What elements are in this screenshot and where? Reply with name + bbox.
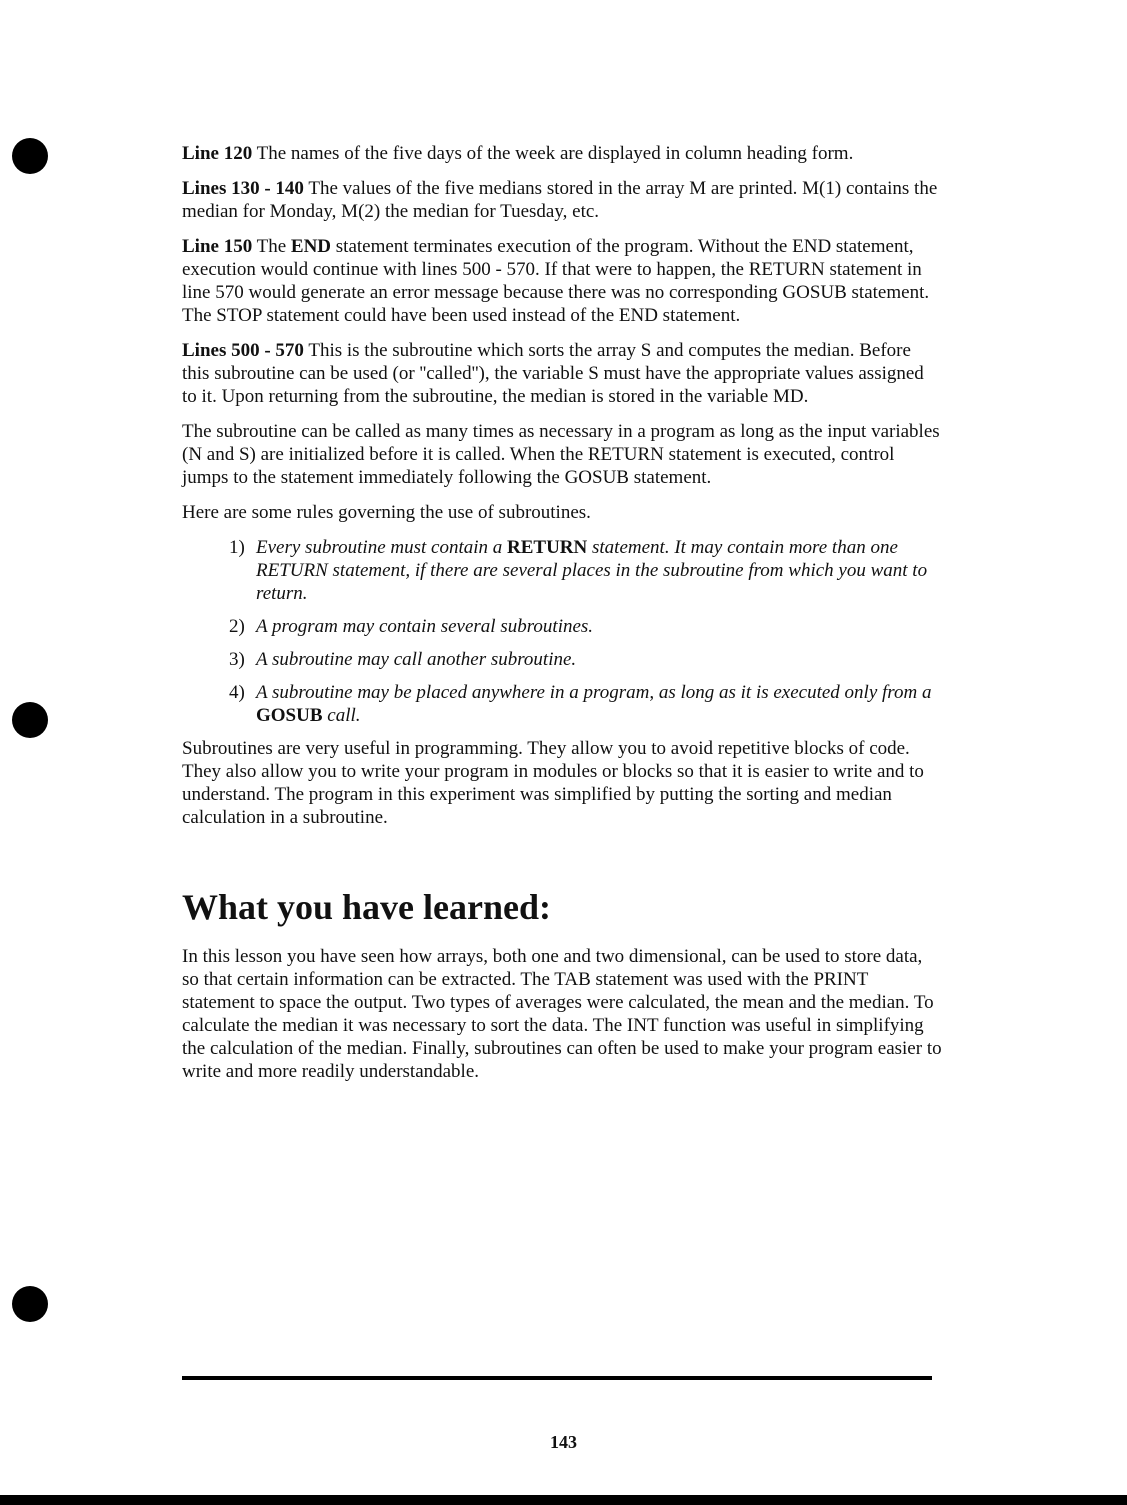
paragraph-text: statement terminates execution of the program. Without the END statement, execution would continue with lines 500 - 570. If that were to happen, the RETURN statement in line 570 would generate an error message because there was no corresponding GOSUB statement. The STOP statement could have been used instead of the END statement. [182,236,930,326]
line-ref: Lines 130 - 140 [182,178,304,199]
rule-item: 2) A program may contain several subroutines. [229,616,594,637]
line-ref: Lines 500 - 570 [182,340,304,361]
section-heading: What you have learned: [182,887,551,927]
scan-edge-bar [0,1495,1127,1505]
footer-rule [182,1376,932,1380]
rule-item: 3) A subroutine may call another subroutine. [229,649,577,670]
paragraph-rules-intro: Here are some rules governing the use of subroutines. [182,502,591,523]
paragraph-subroutine-usefulness: Subroutines are very useful in programming. They allow you to avoid repetitive blocks of code. They also allow you to write your program in modules or blocks so that it is easier to write and to understand. The program in this experiment was simplified by putting the sorting and median calculation in a subroutine. [182,738,924,828]
rule-number: 4) [229,682,245,703]
binder-hole-top [12,138,48,174]
paragraph-lines-130-140 [182,177,942,223]
binder-hole-bottom [12,1286,48,1322]
page-content [182,142,942,1095]
paragraph-line-150 [182,235,942,327]
rule-item: 1) Every subroutine must contain a RETURN statement. It may contain more than one RETURN statement, if there are several places in the subroutine from which you want to return. [229,537,928,604]
paragraph-text: The values of the five medians stored in the array M are printed. M(1) contains the median for Monday, M(2) the median for Tuesday, etc. [182,178,938,222]
subroutine-rules-list [182,536,942,727]
rule-number: 2) [229,616,245,637]
rule-item: 4) A subroutine may be placed anywhere in a program, as long as it is executed only from a GOSUB call. [229,682,932,726]
paragraph-text: This is the subroutine which sorts the array S and computes the median. Before this subroutine can be used (or ''called''), the variable S must have the appropriate values assigned to it. Upon returning from the subroutine, the median is stored in the variable MD. [182,340,924,407]
page-number: 143 [550,1432,577,1452]
paragraph-text-pre: The [252,236,291,257]
rule-number: 3) [229,649,245,670]
binder-hole-middle [12,702,48,738]
paragraph-subroutine-calls: The subroutine can be called as many times as necessary in a program as long as the input variables (N and S) are initialized before it is called. When the RETURN statement is executed, control jumps to the statement immediately following the GOSUB statement. [182,421,940,488]
rule-number: 1) [229,537,245,558]
paragraph-text: The names of the five days of the week are displayed in column heading form. [252,143,854,164]
paragraph-lines-500-570 [182,339,942,408]
keyword-return: RETURN [507,537,588,558]
keyword-gosub: GOSUB [256,705,323,726]
keyword-end: END [290,236,332,257]
line-ref: Line 120 [182,143,253,164]
line-ref: Line 150 [182,236,253,257]
paragraph-summary: In this lesson you have seen how arrays, both one and two dimensional, can be used to store data, so that certain information can be extracted. The TAB statement was used with the PRINT statement to space the output. Two types of averages were calculated, the mean and the median. To calculate the median it was necessary to sort the data. The INT function was useful in simplifying the calculation of the median. Finally, subroutines can often be used to make your program easier to write and more readily understandable. [182,946,942,1082]
paragraph-line-120 [182,142,942,165]
